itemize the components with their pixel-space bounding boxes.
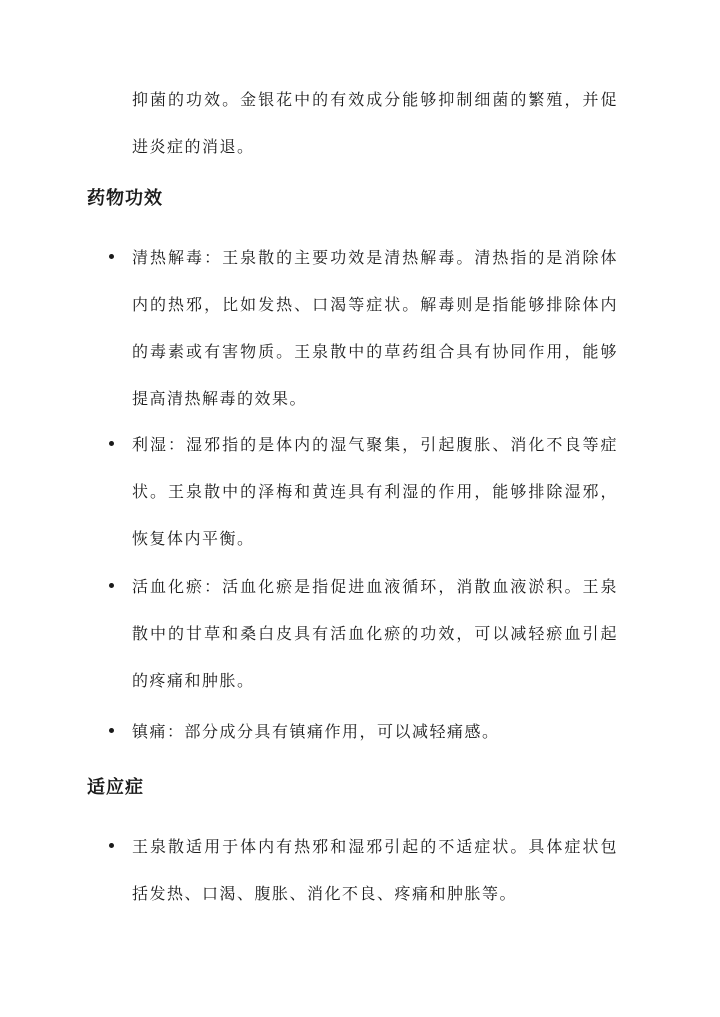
list-item-text: 清热解毒：王泉散的主要功效是清热解毒。清热指的是消除体内的热邪，比如发热、口渴等症状。解毒则是指能够排除体内的毒素或有害物质。王泉散中的草药组合具有协同作用，能够提高清热解毒的效果。	[132, 248, 618, 408]
bullet-icon	[109, 441, 114, 446]
section-heading-indications: 适应症	[87, 777, 144, 798]
list-item	[132, 823, 618, 917]
list-item	[132, 421, 618, 562]
section-heading-effects: 药物功效	[87, 188, 163, 209]
bullet-icon	[109, 583, 114, 588]
bullet-icon	[109, 728, 114, 733]
list-item-text: 活血化瘀：活血化瘀是指促进血液循环，消散血液淤积。王泉散中的甘草和桑白皮具有活血化瘀的功效，可以减轻瘀血引起的疼痛和肿胀。	[132, 577, 618, 690]
list-item-text: 利湿：湿邪指的是体内的湿气聚集，引起腹胀、消化不良等症状。王泉散中的泽梅和黄连具有利湿的作用，能够排除湿邪，恢复体内平衡。	[132, 435, 618, 548]
list-item-text: 王泉散适用于体内有热邪和湿邪引起的不适症状。具体症状包括发热、口渴、腹胀、消化不良、疼痛和肿胀等。	[132, 837, 618, 903]
bullet-icon	[109, 843, 114, 848]
list-item	[132, 234, 618, 422]
intro-paragraph: 抑菌的功效。金银花中的有效成分能够抑制细菌的繁殖，并促进炎症的消退。	[132, 90, 618, 156]
list-item	[132, 708, 618, 755]
list-item	[132, 563, 618, 704]
bullet-icon	[109, 254, 114, 259]
list-item-text: 镇痛：部分成分具有镇痛作用，可以减轻痛感。	[132, 722, 500, 741]
